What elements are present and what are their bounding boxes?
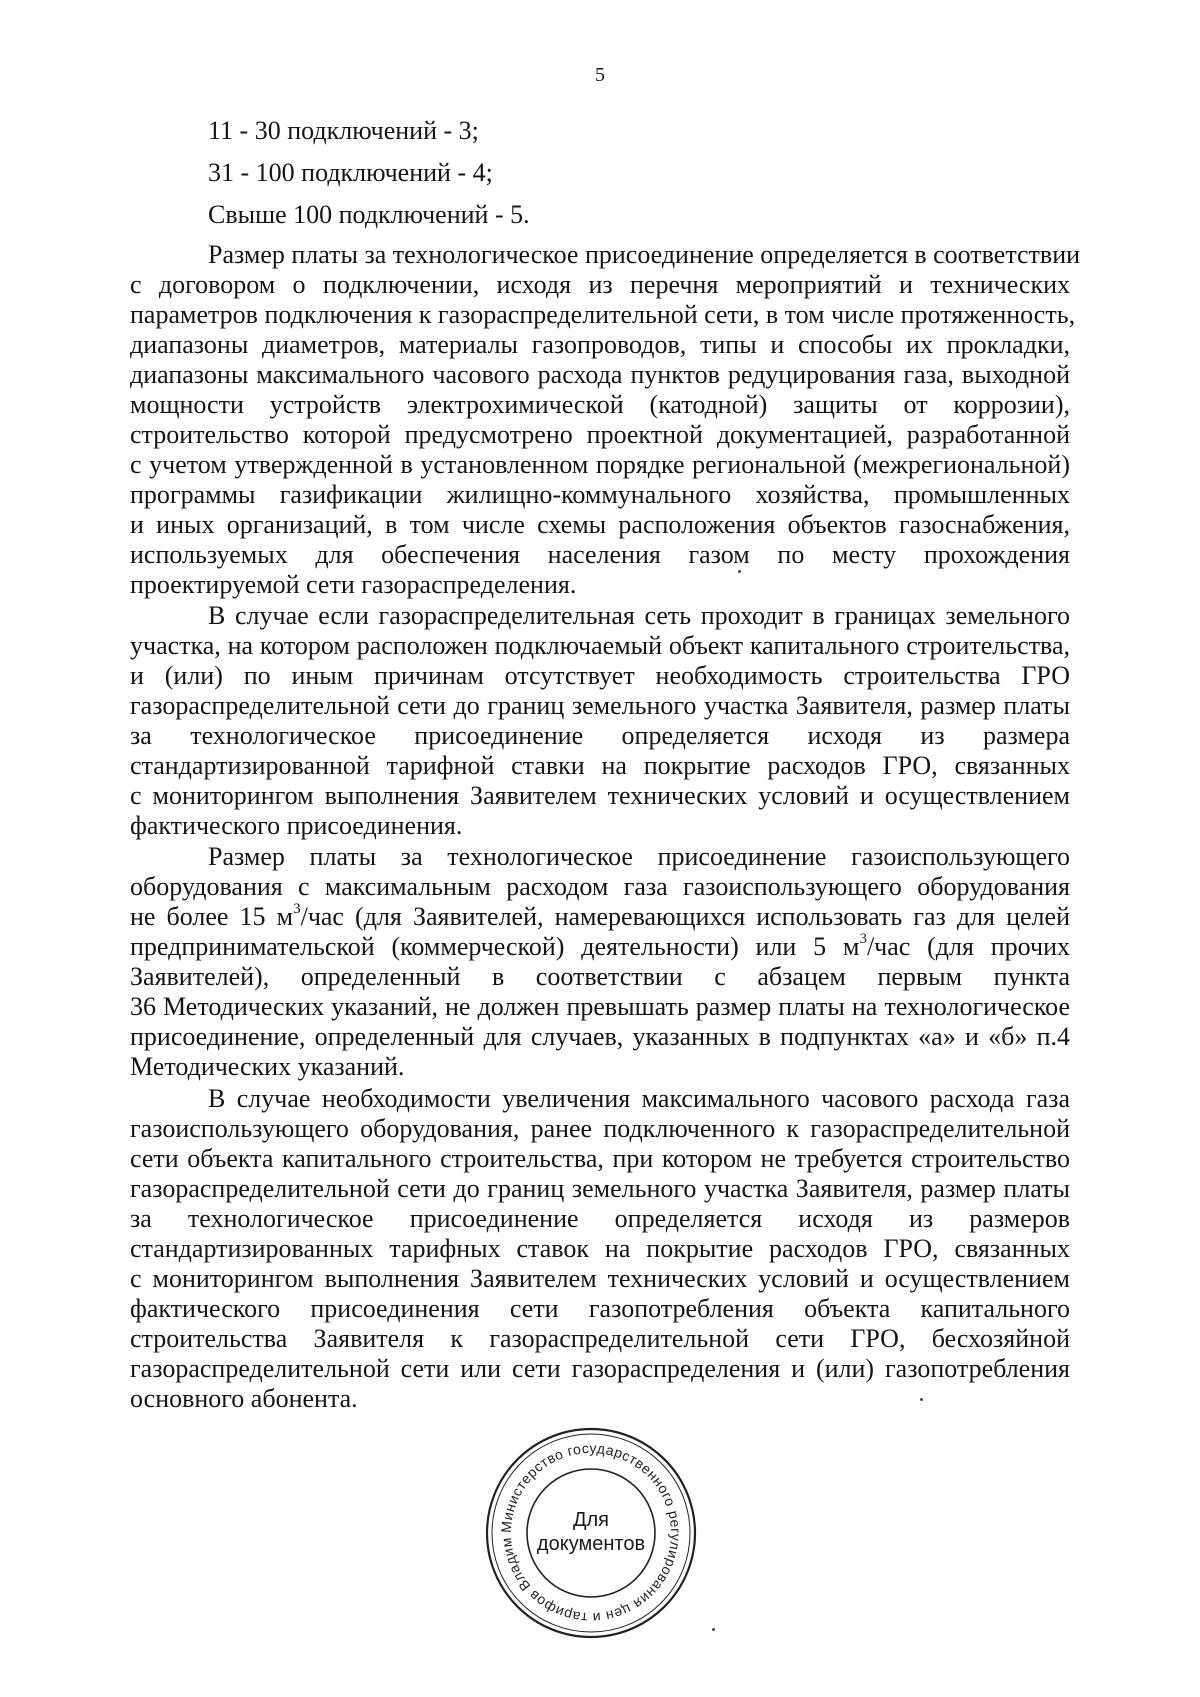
paragraph-within-land-plot <box>130 601 1070 841</box>
paragraph-line: параметров подключения к газораспределительной сети, в том числе протяженность, <box>130 300 1076 329</box>
paragraph-line: В случае необходимости увеличения максимального часового расхода газа <box>208 1084 1070 1113</box>
paragraph-line: стандартизированной тарифной ставки на покрытие расходов ГРО, связанных <box>130 751 1070 780</box>
paragraph-line: сети объекта капитального строительства, при котором не требуется строительство <box>130 1144 1070 1173</box>
unit-exponent: 3 <box>293 901 301 918</box>
paragraph-line: участка, на котором расположен подключаемый объект капитального строительства, <box>130 631 1070 660</box>
paragraph-line: за технологическое присоединение определяется исходя из размеров <box>130 1204 1070 1233</box>
line-segment: не более 15 м <box>130 902 294 931</box>
paragraph-line: присоединение, определенный для случаев, указанных в подпунктах «а» и «б» п.4 <box>130 1022 1070 1051</box>
paragraph-line: 36 Методических указаний, не должен превышать размер платы на технологическое <box>130 992 1070 1021</box>
line-segment: /час (для прочих <box>866 932 1070 961</box>
paragraph-line <box>130 902 1070 932</box>
paragraph-line: за технологическое присоединение определяется исходя из размера <box>130 721 1070 750</box>
official-stamp <box>480 1422 702 1644</box>
paragraph-line: программы газификации жилищно-коммунального хозяйства, промышленных <box>130 480 1070 509</box>
paragraph-fee-definition <box>130 240 1081 600</box>
paragraph-line: строительство которой предусмотрено проектной документацией, разработанной <box>130 420 1070 449</box>
paragraph-line: В случае если газораспределительная сеть проходит в границах земельного <box>208 601 1070 630</box>
paragraph-line: фактического присоединения сети газопотребления объекта капитального <box>130 1294 1070 1323</box>
paragraph-line: оборудования с максимальным расходом газа газоиспользующего оборудования <box>130 872 1070 901</box>
paragraph-line: Методических указаний. <box>130 1052 405 1081</box>
paragraph-line: с мониторингом выполнения Заявителем технических условий и осуществлением <box>130 1264 1070 1293</box>
paragraph-line: мощности устройств электрохимической (катодной) защиты от коррозии), <box>130 390 1070 419</box>
paragraph-line: и иных организаций, в том числе схемы расположения объектов газоснабжения, <box>130 510 1070 539</box>
paragraph-line: используемых для обеспечения населения газом по месту прохождения <box>130 540 1070 569</box>
list-item: 11 - 30 подключений - 3; <box>208 116 479 145</box>
paragraph-line: с мониторингом выполнения Заявителем технических условий и осуществлением <box>130 781 1070 810</box>
unit-exponent: 3 <box>859 931 867 948</box>
line-segment: предпринимательской (коммерческой) деятельности) или 5 м <box>130 932 860 961</box>
stamp-center-line: документов <box>536 1533 646 1555</box>
paragraph-line: с учетом утвержденной в установленном порядке региональной (межрегиональной) <box>130 450 1070 479</box>
paragraph-line: газоиспользующего оборудования, ранее подключенного к газораспределительной <box>130 1114 1070 1143</box>
paragraph-line: Размер платы за технологическое присоединение определяется в соответствии <box>208 240 1081 269</box>
paragraph-line: Размер платы за технологическое присоединение газоиспользующего <box>208 842 1070 871</box>
paragraph-line <box>130 932 1070 962</box>
paragraph-line: Заявителей), определенный в соответствии с абзацем первым пункта <box>130 962 1070 991</box>
list-item: 31 - 100 подключений - 4; <box>208 158 493 187</box>
paragraph-line: основного абонента. <box>130 1384 358 1413</box>
list-item: Свыше 100 подключений - 5. <box>208 200 530 229</box>
stamp-center-text <box>480 1508 702 1556</box>
paragraph-line: диапазоны диаметров, материалы газопроводов, типы и способы их прокладки, <box>130 330 1070 359</box>
stamp-ring-text: Министерство государственного регулирования цен и тарифов Владим <box>497 1439 685 1627</box>
paragraph-line: диапазоны максимального часового расхода пунктов редуцирования газа, выходной <box>130 360 1070 389</box>
scan-speck <box>712 1628 715 1631</box>
scan-speck <box>738 570 741 573</box>
paragraph-line: и (или) по иным причинам отсутствует необходимость строительства ГРО <box>130 661 1070 690</box>
scan-speck <box>920 1398 923 1401</box>
paragraph-line: газораспределительной сети до границ земельного участка Заявителя, размер платы <box>130 1174 1070 1203</box>
line-segment: /час (для Заявителей, намеревающихся использовать газ для целей <box>300 902 1070 931</box>
paragraph-line: строительства Заявителя к газораспределительной сети ГРО, бесхозяйной <box>130 1324 1070 1353</box>
paragraph-line: с договором о подключении, исходя из перечня мероприятий и технических <box>130 270 1070 299</box>
stamp-center-line: Для <box>572 1509 610 1531</box>
paragraph-line: проектируемой сети газораспределения. <box>130 570 577 599</box>
paragraph-line: стандартизированных тарифных ставок на покрытие расходов ГРО, связанных <box>130 1234 1070 1263</box>
page-number: 5 <box>595 64 605 86</box>
paragraph-small-consumption <box>130 842 1070 1082</box>
paragraph-line: газораспределительной сети до границ земельного участка Заявителя, размер платы <box>130 691 1070 720</box>
paragraph-line: газораспределительной сети или сети газораспределения и (или) газопотребления <box>130 1354 1070 1383</box>
paragraph-capacity-increase <box>130 1084 1070 1414</box>
paragraph-line: фактического присоединения. <box>130 811 463 840</box>
